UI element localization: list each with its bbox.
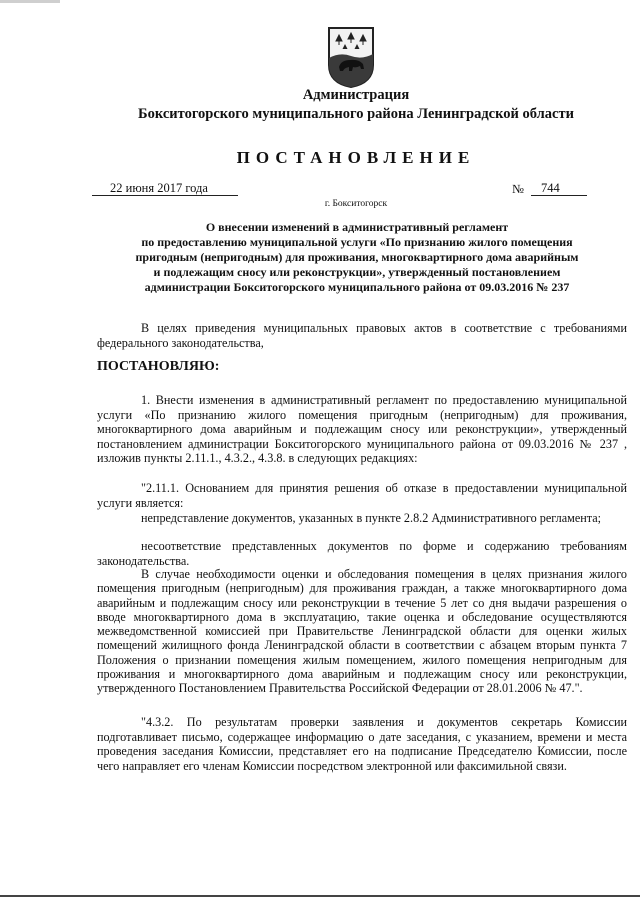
- number-underline: [531, 195, 587, 196]
- preamble-paragraph: В целях приведения муниципальных правовых актов в соответствие с требованиями федерального законодательства,: [97, 321, 627, 350]
- date-underline: [92, 195, 238, 196]
- subject-line: О внесении изменений в административный регламент: [205, 220, 509, 234]
- organization-title: Администрация: [302, 87, 410, 103]
- decree-heading: ПОСТАНОВЛЯЮ:: [97, 359, 220, 374]
- number-label: №: [512, 182, 524, 196]
- clause-missing-documents: непредставление документов, указанных в пункте 2.8.2 Административного регламента;: [141, 511, 602, 525]
- document-type: ПОСТАНОВЛЕНИЕ: [236, 148, 476, 167]
- subject-line: администрации Бокситогорского муниципального района от 09.03.2016 № 237: [144, 280, 570, 294]
- subject-line: и подлежащим сносу или реконструкции», утвержденный постановлением: [153, 265, 561, 279]
- document-subject: [120, 220, 594, 295]
- item-1-paragraph: 1. Внести изменения в административный регламент по предоставлению муниципальной услуги «По признанию жилого помещения пригодным (непригодным) для проживания, многоквартирного дома аварийным и подлежащим сносу или реконструкции», утвержденный постановлением администрации Бокситогорского муниципального района от 09.03.2016 № 237 , изложив пункты 2.11.1., 4.3.2., 4.3.8. в следующих редакциях:: [97, 393, 627, 465]
- clause-inspection: В случае необходимости оценки и обследования помещения в целях признания жилого помещения пригодным (непригодным) для проживания граждан, а также многоквартирного дома аварийным и подлежащим сносу или реконструкции в течение 5 лет со дня выдачи разрешения о вводе многоквартирного дома в эксплуатацию, такие оценка и обследование осуществляются межведомственной комиссией при Правительстве Ленинградской области для оценки жилых помещений жилищного фонда Ленинградской области в соответствии с абзацем вторым пункта 7 Положения о признании помещения жилым помещением, жилого помещения непригодным для проживания и многоквартирного дома аварийным и подлежащим сносу или реконструкции, утвержденного Постановлением Правительства Российской Федерации от 28.01.2006 № 47.".: [97, 567, 627, 696]
- organization-subtitle: Бокситогорского муниципального района Ленинградской области: [138, 106, 574, 122]
- subject-line: пригодным (непригодным) для проживания, многоквартирного дома аварийным: [135, 250, 579, 264]
- city: г. Бокситогорск: [324, 199, 388, 209]
- clause-2-11-1: "2.11.1. Основанием для принятия решения об отказе в предоставлении муниципальной услуги является:: [97, 481, 627, 510]
- document-number: 744: [541, 181, 560, 195]
- scan-edge: [0, 895, 640, 897]
- clause-4-3-2: "4.3.2. По результатам проверки заявления и документов секретарь Комиссии подготавливает письмо, содержащее информацию о дате заседания, с указанием, времени и места проведения заседания Комиссии, представляет его на подписание Председателю Комиссии, после чего направляет его членам Комиссии посредством электронной или факсимильной связи.: [97, 715, 627, 773]
- subject-line: по предоставлению муниципальной услуги «По признанию жилого помещения: [141, 235, 573, 249]
- document-date: 22 июня 2017 года: [110, 181, 208, 195]
- bear-crest-icon: [326, 25, 376, 89]
- scan-artifact: [0, 0, 60, 3]
- clause-nonconformity: несоответствие представленных документов по форме и содержанию требованиям законодательства.: [97, 539, 627, 568]
